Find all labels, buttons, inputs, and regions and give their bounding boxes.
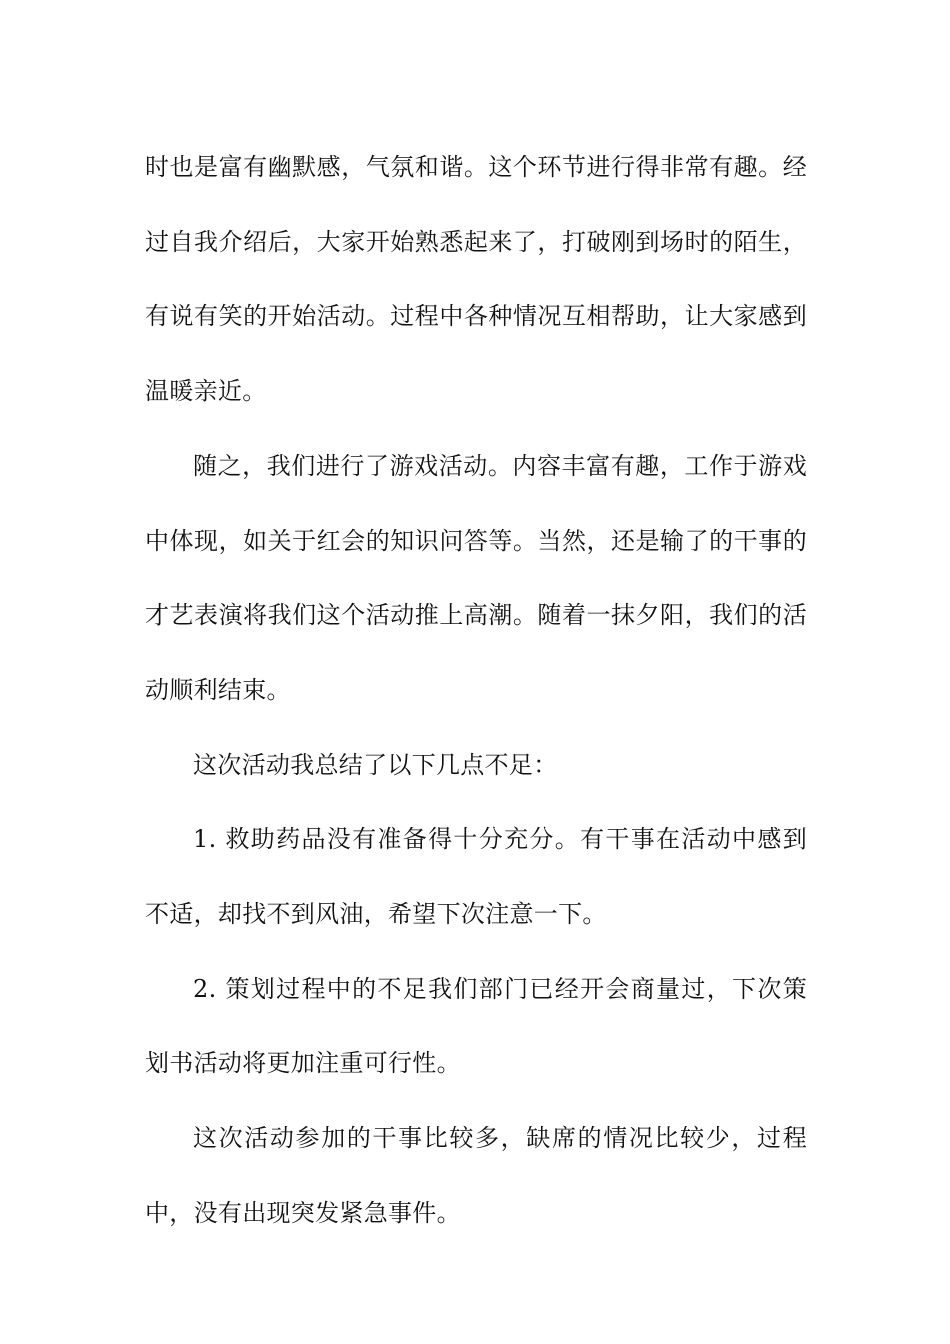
paragraph-1: 时也是富有幽默感，气氛和谐。这个环节进行得非常有趣。经过自我介绍后，大家开始熟悉起来了，打破刚到场时的陌生，有说有笑的开始活动。过程中各种情况互相帮助，让大家感到温暖亲近。 bbox=[145, 153, 807, 406]
paragraph-2: 随之，我们进行了游戏活动。内容丰富有趣，工作于游戏中体现，如关于红会的知识问答等。当然，还是输了的干事的才艺表演将我们这个活动推上高潮。随着一抹夕阳，我们的活动顺利结束。 bbox=[145, 451, 807, 704]
paragraph-6: 这次活动参加的干事比较多，缺席的情况比较少，过程中，没有出现突发紧急事件。 bbox=[145, 1124, 807, 1227]
list-item-1: 1. 救助药品没有准备得十分充分。有干事在活动中感到不适，却找不到风油，希望下次注意一下。 bbox=[145, 825, 807, 929]
list-item-2: 2. 策划过程中的不足我们部门已经开会商量过，下次策划书活动将更加注重可行性。 bbox=[145, 974, 807, 1078]
paragraph-3: 这次活动我总结了以下几点不足： bbox=[193, 750, 558, 779]
document-body bbox=[145, 130, 807, 1251]
